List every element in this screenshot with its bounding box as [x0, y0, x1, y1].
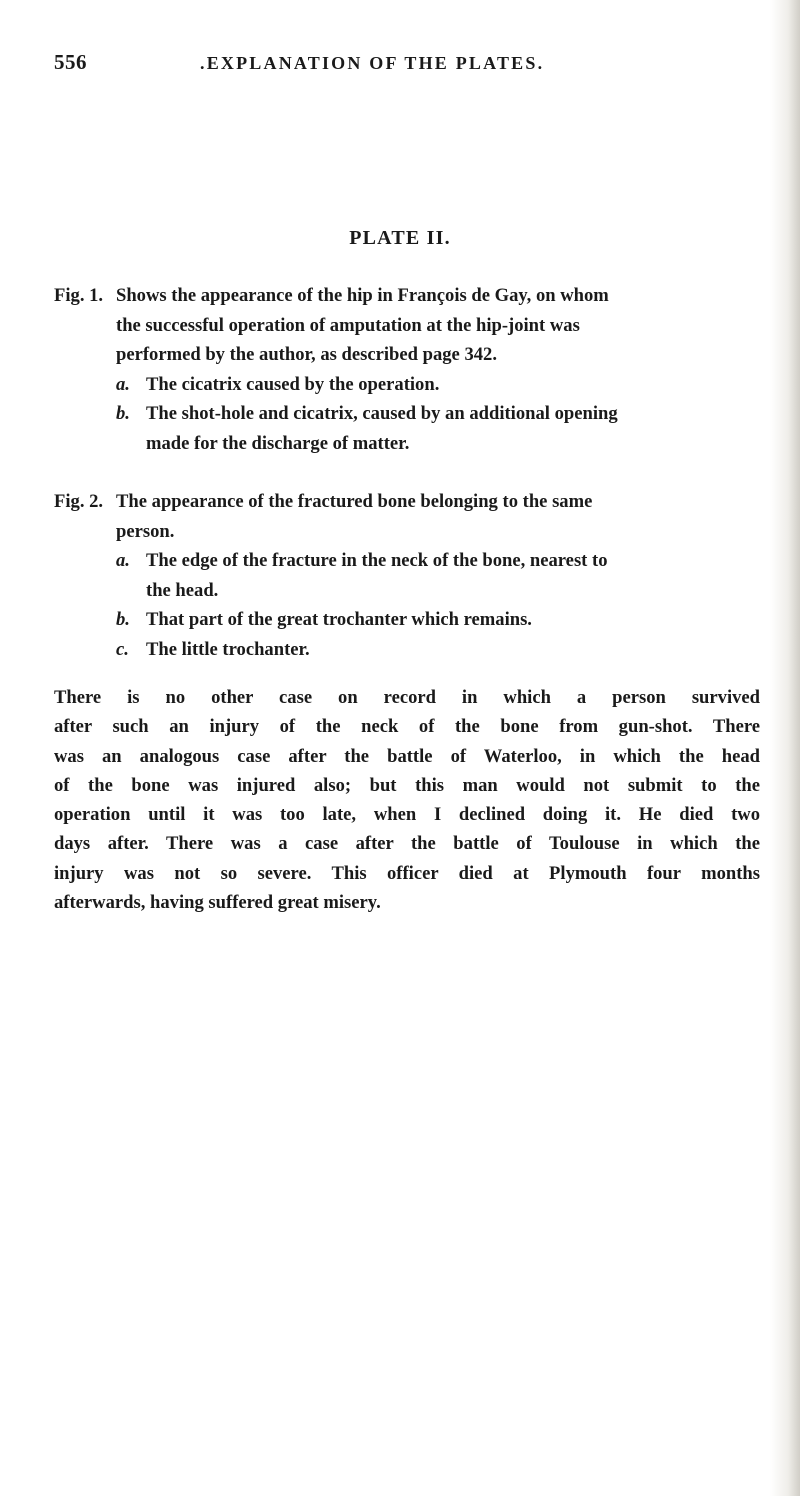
item-line: The little trochanter. [146, 638, 310, 660]
item-letter: c. [116, 638, 129, 660]
item-letter: b. [116, 403, 130, 424]
page-number: 556 [54, 50, 87, 74]
figure-2-description [54, 487, 760, 664]
item-line: That part of the great trochanter which remains. [146, 609, 532, 630]
figure-1-text [116, 281, 760, 370]
figure-2-text [116, 487, 760, 546]
item-letter: a. [116, 550, 130, 571]
item-text [146, 546, 760, 605]
plate-title: PLATE II. [349, 227, 451, 249]
item-line: the head. [146, 579, 219, 601]
item-text [146, 605, 760, 635]
item-text [146, 635, 760, 665]
paragraph-line: was an analogous case after the battle of Waterloo, in which the head [54, 745, 760, 767]
running-head [0, 50, 800, 80]
figure-2-main [54, 487, 760, 546]
figure-1-line: the successful operation of amputation at the hip-joint was [116, 314, 580, 336]
figure-2-label: Fig. 2. [54, 491, 104, 512]
body-paragraph [54, 683, 760, 917]
running-title: .EXPLANATION OF THE PLATES. [200, 53, 545, 73]
figure-2-item-a [54, 546, 760, 605]
paragraph-line: operation until it was too late, when I declined doing it. He died two [54, 804, 760, 826]
item-line: made for the discharge of matter. [146, 432, 410, 454]
paragraph-line: after such an injury of the neck of the bone from gun-shot. There [54, 716, 760, 738]
paragraph-line: days after. There was a case after the battle of Toulouse in which the [54, 833, 760, 855]
item-line: The shot-hole and cicatrix, caused by an additional opening [146, 403, 618, 424]
item-text [146, 399, 760, 458]
figure-2-line: The appearance of the fractured bone belonging to the same [116, 491, 593, 512]
figure-2-item-c [54, 635, 760, 665]
figure-1-label: Fig. 1. [54, 285, 104, 306]
paragraph-line: of the bone was injured also; but this man would not submit to the [54, 774, 760, 796]
item-letter: b. [116, 609, 130, 630]
paragraph-line: injury was not so severe. This officer died at Plymouth four months [54, 862, 760, 884]
item-letter: a. [116, 373, 130, 395]
figure-2-item-b [54, 605, 760, 635]
paragraph-line: afterwards, having suffered great misery. [54, 892, 381, 914]
figure-1-line: Shows the appearance of the hip in François de Gay, on whom [116, 285, 609, 306]
figure-1-main [54, 281, 760, 370]
figure-1-item-b [54, 399, 760, 458]
page-edge-shadow [788, 0, 800, 1496]
item-text [146, 370, 760, 400]
figure-1-description [54, 281, 760, 458]
figure-1-line: performed by the author, as described page 342. [116, 344, 497, 365]
item-line: The cicatrix caused by the operation. [146, 373, 440, 395]
paragraph-line: There is no other case on record in which a person survived [54, 687, 760, 708]
figure-2-line: person. [116, 520, 175, 542]
item-line: The edge of the fracture in the neck of the bone, nearest to [146, 550, 608, 571]
figure-1-item-a [54, 370, 760, 400]
